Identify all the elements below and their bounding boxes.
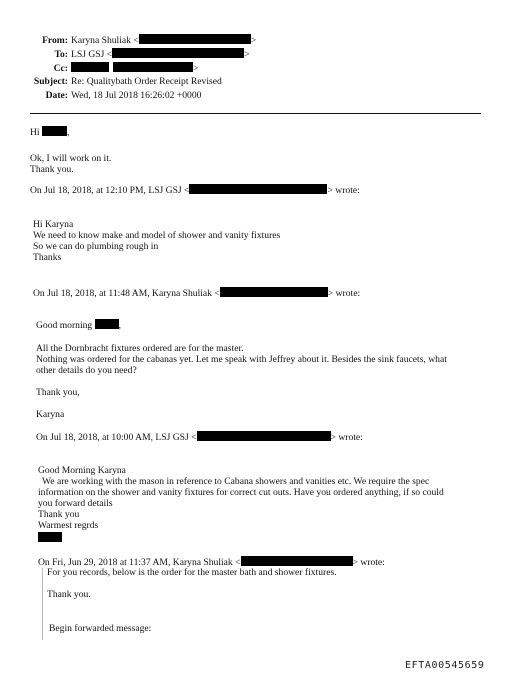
cc-label: Cc:: [53, 63, 68, 74]
reply-thanks: Thank you.: [30, 164, 74, 175]
msg2-line-4: Thanks: [33, 252, 62, 263]
wrote-suffix: > wrote:: [352, 557, 385, 568]
comma: ,: [67, 127, 70, 138]
greeting: [30, 126, 69, 139]
header-subject: [0, 76, 222, 88]
redaction: [241, 556, 353, 566]
redaction: [197, 431, 331, 441]
bracket: >: [250, 35, 257, 46]
msg2-line-2: We need to know make and model of shower and vanity fixtures: [33, 230, 281, 241]
msg5-line-1: For you records, below is the order for the master bath and shower fixtures.: [47, 567, 337, 578]
quote-intro: On Jul 18, 2018, at 10:00 AM, LSJ GSJ <: [36, 432, 197, 443]
wrote-suffix: > wrote:: [327, 288, 361, 299]
to-label: To:: [54, 49, 68, 60]
redaction: [42, 126, 70, 138]
msg3-thank-you: Thank you,: [36, 387, 80, 398]
bracket: >: [244, 49, 250, 60]
wrote-suffix: > wrote:: [327, 185, 360, 196]
wrote-suffix: > wrote:: [330, 432, 363, 443]
document-id: EFTA00545659: [405, 660, 485, 671]
header-from: [0, 34, 256, 47]
to-value: LSJ GSJ <: [71, 49, 113, 60]
good-morning-text: Good morning: [36, 320, 93, 331]
msg3-line-1: All the Dornbracht fixtures ordered are for the master.: [36, 343, 244, 354]
msg5-line-2: Thank you.: [47, 589, 91, 600]
header-to: [0, 48, 250, 61]
subject-value: Re: Qualitybath Order Receipt Revised: [71, 76, 222, 87]
date-label: Date:: [45, 90, 68, 101]
from-label: From:: [42, 35, 68, 46]
quote-header-3: [36, 431, 363, 444]
bracket: >: [193, 63, 199, 74]
quote-header-1: [30, 184, 360, 197]
msg2-line-3: So we can do plumbing rough in: [33, 241, 159, 252]
redaction: [38, 532, 62, 542]
msg4-line-5: Thank you: [38, 509, 80, 520]
redaction: [95, 319, 122, 331]
from-value: Karyna Shuliak <: [71, 35, 139, 46]
msg5-line-3: Begin forwarded message:: [49, 623, 152, 634]
header-cc: [0, 62, 198, 75]
quote-intro: On Jul 18, 2018, at 12:10 PM, LSJ GSJ <: [30, 185, 190, 196]
quote-intro: On Jul 18, 2018, at 11:48 AM, Karyna Shuliak <: [33, 288, 220, 299]
msg2-line-1: Hi Karyna: [33, 219, 74, 230]
msg3-line-3: other details do you need?: [36, 365, 137, 376]
redaction: [189, 184, 327, 194]
date-value: Wed, 18 Jul 2018 16:26:02 +0000: [71, 90, 202, 101]
msg4-signature: [38, 532, 62, 545]
quote-bar: [42, 568, 43, 640]
hi-text: Hi: [30, 127, 40, 138]
redaction: [113, 62, 193, 72]
quote-intro: On Fri, Jun 29, 2018 at 11:37 AM, Karyna Shuliak <: [38, 557, 241, 568]
msg4-line-3: information on the shower and vanity fixtures for correct cut outs. Have you ordered anything, if so could: [38, 487, 444, 498]
reply-line: Ok, I will work on it.: [30, 153, 112, 164]
redaction: [71, 62, 109, 72]
header-date: [0, 90, 201, 102]
msg4-line-4: you forward details: [38, 498, 113, 509]
msg4-line-1: Good Morning Karyna: [38, 465, 126, 476]
msg3-signature: Karyna: [36, 409, 65, 420]
msg4-line-2: We are working with the mason in reference to Cabana showers and vanities etc. We require the spec: [42, 476, 430, 487]
divider: [30, 113, 481, 114]
msg4-line-6: Warmest regrds: [38, 520, 99, 531]
good-morning: [36, 319, 121, 332]
msg3-line-2: Nothing was ordered for the cabanas yet. Let me speak with Jeffrey about it. Besides the sink faucets, what: [36, 354, 447, 365]
quote-header-2: [33, 287, 360, 300]
redaction: [139, 34, 251, 44]
redaction: [112, 48, 244, 58]
redaction: [220, 287, 328, 297]
subject-label: Subject:: [33, 76, 68, 87]
comma: ,: [118, 320, 122, 331]
